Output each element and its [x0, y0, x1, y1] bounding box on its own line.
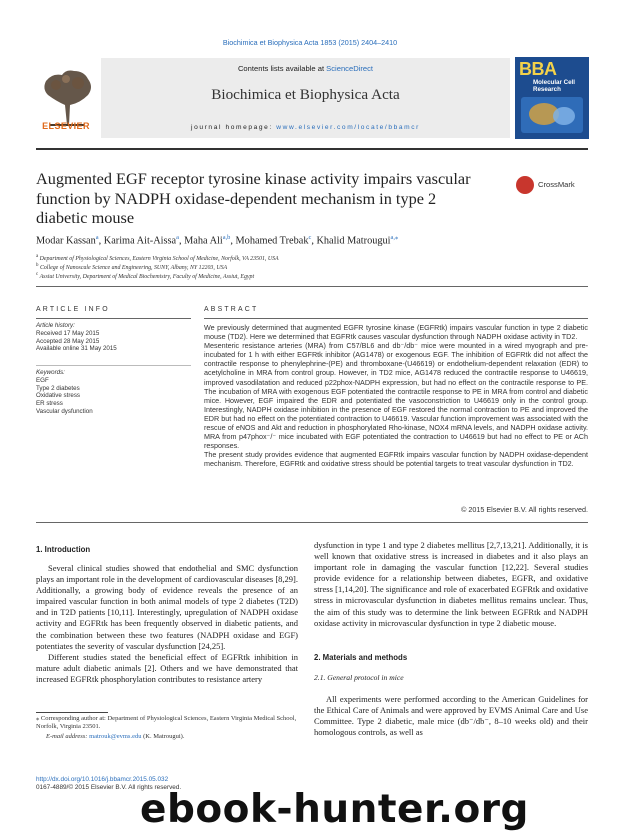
contents-line — [101, 64, 510, 73]
author-name: Khalid Matrougui — [316, 235, 391, 247]
history-accepted: Accepted 28 May 2015 — [36, 337, 100, 345]
doi-link[interactable]: http://dx.doi.org/10.1016/j.bbamcr.2015.05.032 — [36, 776, 169, 783]
history-online: Available online 31 May 2015 — [36, 345, 117, 353]
corresponding-author-note: ⁎ Corresponding author at: Department of Physiological Sciences, Eastern Virginia Medical School, Norfolk, Virginia 23501. — [36, 715, 297, 731]
keyword: Vascular dysfunction — [36, 407, 93, 415]
introduction-right-column — [314, 540, 588, 629]
running-head[interactable]: Biochimica et Biophysica Acta 1853 (2015) 2404–2410 — [222, 38, 398, 47]
affiliation: $^b$ College of Nanoscale Science and Engineering, SUNY, Albany, NY 12203, USA — [36, 263, 228, 271]
email-suffix: (K. Matrougui). — [141, 733, 185, 740]
contents-prefix: Contents lists available at — [237, 64, 327, 73]
author-list: Modar Kassan$^a$, Karima Ait-Aissa$^a$, Maha Ali$^{a,b}$, Mohamed Trebak$^c$, Khalid Matrougui$^{a,⁎}$ — [36, 234, 399, 247]
watermark-text: ebook-hunter.org — [140, 787, 529, 832]
crossmark-label[interactable]: CrossMark — [538, 180, 575, 189]
keyword: ER stress — [36, 400, 63, 408]
keywords — [36, 369, 191, 416]
author-name: Maha Ali — [184, 235, 223, 247]
introduction-left-column — [36, 563, 298, 685]
methods-subheading: 2.1. General protocol in mice — [314, 673, 404, 682]
sciencedirect-link[interactable]: ScienceDirect — [326, 64, 374, 73]
article-title: Augmented EGF receptor tyrosine kinase activity impairs vascular function by NADPH oxidase-dependent mechanism in type 2 diabetic mouse — [36, 169, 471, 227]
issn-line: 0167-4889/© 2015 Elsevier B.V. All rights reserved. — [36, 784, 182, 791]
abstract-paragraph: The present study provides evidence that augmented EGFRtk impairs vascular function by NADPH oxidase-dependent mechanism. Therefore, EGFRtk and oxidative stress should be potential targets to treat vascular dysfunction in TD2. — [204, 450, 588, 469]
body-paragraph: Several clinical studies showed that endothelial and SMC dysfunction plays an important role in the development of cardiovascular diseases [8,29]. Additionally, a growing body of evidence reveals the presence of an impaired vascular function in both animal models of type 2 diabetes (T2D) and in T2D patients [10,11]. Interestingly, upregulation of NADPH oxidase activity and EGFRtk has been frequently observed in diabetic patients, and the combination between these two features (NADPH oxidase and EGF) potentiates the severity of vascular dysfunction [24,25]. — [36, 563, 298, 651]
journal-cover-image — [515, 57, 589, 139]
homepage-prefix: journal homepage: — [191, 124, 277, 131]
author-affiliation-mark[interactable]: a,b — [222, 234, 231, 241]
elsevier-logo-text: ELSEVIER — [42, 121, 90, 131]
email-link[interactable]: matrouk@evms.edu — [89, 733, 142, 740]
crossmark-icon[interactable] — [516, 176, 534, 194]
keywords-rule — [36, 365, 191, 366]
author-name: Modar Kassan — [36, 235, 96, 247]
abstract-paragraph: We previously determined that augmented EGFR tyrosine kinase (EGFRtk) impairs vascular function in type 2 diabetic mouse (TD2). Here we determined that EGFRtk causes vascular dysfunction through NADPH oxidase activity in TD2. — [204, 323, 588, 342]
body-paragraph: dysfunction in type 1 and type 2 diabetes mellitus [2,7,13,21]. Additionally, it is well known that oxidative stress is increased in diabetes and it also plays an important role in damaging the vascular function [12,22]. Several studies provide evidence for a relationship between diabetes, EGFR, and oxidative stress [1,14,20]. The significance and role of exacerbated EGFRtk and oxidative stress in microvascular dysfunction in diabetes mellitus remains unclear. Thus, the aim of this study was to determine the link between EGFRtk and NADPH oxidase activity in microvascular dysfunction in type 2 diabetic mouse. — [314, 540, 588, 628]
body-paragraph: Different studies stated the beneficial effect of EGFRtk inhibition in mature adult diabetic animals [2]. Others and we have demonstrated that increased EGFRtk phosphorylation contributes to resistance artery — [36, 651, 298, 684]
author-affiliation-mark[interactable]: a,⁎ — [390, 234, 399, 241]
keyword: EGF — [36, 376, 49, 384]
journal-title: Biochimica et Biophysica Acta — [211, 86, 400, 103]
author-affiliation-mark[interactable]: a — [95, 234, 99, 241]
abstract-body — [204, 323, 588, 469]
methods-text — [314, 694, 588, 738]
author-name: Mohamed Trebak — [235, 235, 309, 247]
author-name: Karima Ait-Aissa — [103, 235, 177, 247]
affiliation: $^a$ Department of Physiological Sciences, Eastern Virginia School of Medicine, Norfolk, VA 23501, USA — [36, 254, 279, 262]
cover-subtitle: Molecular Cell Research — [533, 79, 575, 93]
keyword: Type 2 diabetes — [36, 384, 80, 392]
journal-homepage — [101, 124, 510, 131]
header-rule — [36, 148, 588, 150]
article-info-heading: ARTICLE INFO — [36, 306, 110, 313]
keywords-label: Keywords: — [36, 369, 65, 376]
abstract-copyright: © 2015 Elsevier B.V. All rights reserved. — [461, 505, 588, 514]
abstract-paragraph: Mesenteric resistance arteries (MRA) from C57/BL6 and db⁻/db⁻ mice were mounted in a wired myograph and pre-incubated for 1 h with either EGFRtk inhibitor (AG1478) or exogenous EGF. The inhibition of EGFRtk did not affect the contractile response to phenylephrine-(PE) and thromboxane-(U46619) or endothelium-dependent relaxation (EDR) to acetylcholine in MRA from control group. However, in TD2 mice, AG1478 reduced the contractile response to U46619, improved vasodilatation and reduced p22phox-NADPH expression, but had no effect on the contractile response to PE. The incubation of MRA with exogenous EGF potentiated the contractile response to PE in MRA from control and diabetic mice. However, EGF impaired the EDR and potentiated the vasoconstriction to U46619 only in the control group. Interestingly, NADPH oxidase inhibition in the presence of EGF restored the normal contraction to PE and improved the EDR but had no effect on the potentiated contraction to U46619. Vascular function improvement was associated with the rescue of eNOS and Akt and reduction in phosphorylated Rho-kinase, NOX4 mRNA levels, and NADPH oxidase activity. MRA from p47phox⁻/⁻ mice incubated with EGF potentiated the contraction to U46619 but had no effect to PE or ACh responses. — [204, 341, 588, 451]
affiliation: $^c$ Assiut University, Department of Medical Biochemistry, Faculty of Medicine, Assiut, Egypt — [36, 272, 255, 280]
abstract-heading: ABSTRACT — [204, 306, 259, 313]
homepage-link[interactable]: www.elsevier.com/locate/bbamcr — [276, 124, 420, 131]
history-label: Article history: — [36, 322, 75, 329]
introduction-heading: 1. Introduction — [36, 545, 91, 554]
history-received: Received 17 May 2015 — [36, 329, 100, 337]
author-affiliation-mark[interactable]: c — [308, 234, 312, 241]
article-history — [36, 322, 191, 353]
methods-heading: 2. Materials and methods — [314, 653, 408, 662]
article-info-rule — [36, 318, 191, 319]
footnote-rule — [36, 712, 108, 713]
email-note — [46, 733, 298, 741]
email-label: E-mail address: — [46, 733, 90, 740]
abstract-rule — [204, 318, 588, 319]
section-rule — [36, 286, 588, 287]
cover-art-cell-2 — [553, 107, 575, 125]
section-rule — [36, 522, 588, 523]
keyword: Oxidative stress — [36, 392, 81, 400]
cover-title: BBA — [519, 59, 557, 79]
body-paragraph: All experiments were performed according to the American Guidelines for the Ethical Care of Animals and were approved by EVMS Animal Care and Use Committee. Type 2 diabetic, male mice (db⁻/db⁻, 8–10 weeks old) and their homologous controls, as well as — [314, 694, 588, 738]
author-affiliation-mark[interactable]: a — [176, 234, 179, 241]
